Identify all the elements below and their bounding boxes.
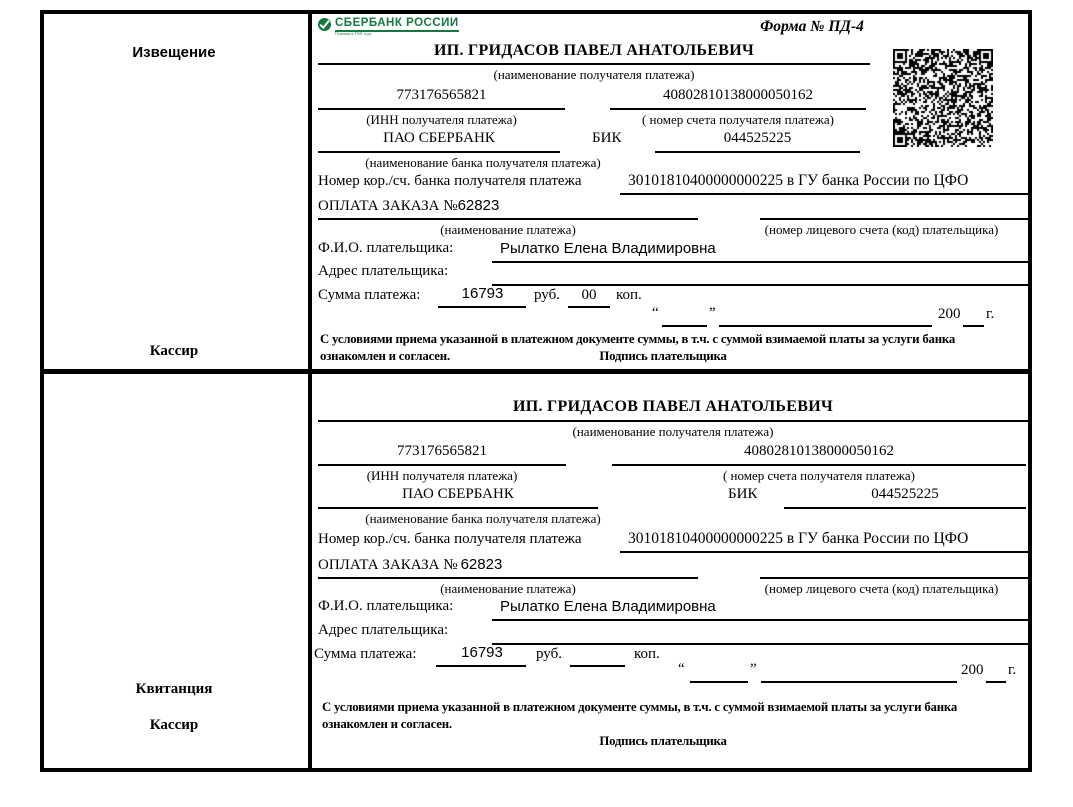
top-payer-name-label: Ф.И.О. плательщика:	[318, 240, 454, 256]
field-line	[719, 325, 932, 327]
top-corr-value: 30101810400000000225 в ГУ банка России по ЦФО	[628, 172, 969, 189]
top-year-prefix: 200	[938, 306, 961, 322]
qr-code	[893, 49, 993, 147]
field-line	[318, 420, 1028, 422]
field-line	[662, 325, 707, 327]
field-line	[318, 63, 870, 65]
bottom-amount-label: Сумма платежа:	[314, 646, 417, 662]
top-amount-kop-value: 00	[581, 287, 597, 303]
bottom-payment-caption: (наименование платежа)	[440, 581, 576, 596]
field-line	[318, 507, 598, 509]
top-personal-caption: (номер лицевого счета (код) плательщика)	[764, 222, 999, 237]
top-signature-label: Подпись плательщика	[599, 349, 727, 363]
top-payment-caption: (наименование платежа)	[440, 222, 576, 237]
bottom-inn-caption: (ИНН получателя платежа)	[366, 468, 518, 483]
bottom-bank-name: ПАО СБЕРБАНК	[402, 486, 514, 502]
bottom-account-value: 40802810138000050162	[744, 443, 894, 459]
bottom-personal-caption: (номер лицевого счета (код) плательщика)	[764, 581, 999, 596]
top-purpose-prefix: ОПЛАТА ЗАКАЗА №	[318, 198, 458, 214]
bottom-cashier-label: Кассир	[149, 717, 199, 733]
field-line	[318, 108, 565, 110]
field-line	[492, 284, 1028, 286]
field-line	[492, 619, 1028, 621]
form-number: Форма № ПД-4	[760, 18, 864, 35]
bottom-corr-label: Номер кор./сч. банка получателя платежа	[318, 531, 582, 547]
bottom-amount-rub-value: 16793	[461, 644, 503, 661]
top-recipient-name: ИП. ГРИДАСОВ ПАВЕЛ АНАТОЛЬЕВИЧ	[433, 42, 755, 59]
field-line	[492, 643, 1028, 645]
top-rub-label: руб.	[534, 287, 560, 303]
field-line	[620, 551, 1028, 553]
bottom-inn-value: 773176565821	[397, 443, 487, 459]
top-quote-open: “	[652, 305, 659, 321]
bottom-recipient-name: ИП. ГРИДАСОВ ПАВЕЛ АНАТОЛЬЕВИЧ	[512, 398, 834, 415]
bottom-recipient-caption: (наименование получателя платежа)	[572, 424, 774, 439]
bottom-quote-close: ”	[750, 661, 757, 677]
top-bank-name: ПАО СБЕРБАНК	[383, 130, 495, 146]
top-account-value: 40802810138000050162	[663, 87, 813, 103]
column-divider	[308, 10, 312, 772]
top-year-suffix: г.	[986, 306, 995, 322]
top-payer-address-label: Адрес плательщика:	[318, 263, 449, 279]
bottom-year-suffix: г.	[1008, 662, 1017, 678]
top-kop-label: коп.	[616, 287, 642, 303]
bottom-rub-label: руб.	[536, 646, 562, 662]
field-line	[690, 681, 748, 683]
top-inn-value: 773176565821	[396, 87, 487, 103]
field-line	[620, 193, 1028, 195]
field-line	[436, 665, 526, 667]
top-terms-line1: С условиями приема указанной в платежном документе суммы, в т.ч. с суммой взимаемой платы за услуги банка	[320, 332, 956, 346]
top-payer-name-value: Рылатко Елена Владимировна	[500, 240, 716, 257]
top-corr-label: Номер кор./сч. банка получателя платежа	[318, 173, 582, 189]
field-line	[492, 261, 1028, 263]
bottom-payer-address-label: Адрес плательщика:	[318, 622, 449, 638]
bottom-terms-line1: С условиями приема указанной в платежном документе суммы, в т.ч. с суммой взимаемой платы за услуги банка	[322, 700, 958, 714]
bottom-bik-label: БИК	[728, 486, 758, 502]
bottom-order-number: 62823	[460, 556, 503, 573]
top-payment-purpose	[318, 197, 499, 215]
section-divider	[40, 369, 1032, 374]
field-line	[318, 218, 698, 220]
sberbank-logo-text: СБЕРБАНК РОССИИ	[335, 17, 459, 32]
top-bik-value: 044525225	[723, 130, 792, 146]
top-bik-label: БИК	[592, 130, 622, 146]
bottom-bank-caption: (наименование банка получателя платежа)	[365, 511, 601, 526]
field-line	[610, 108, 866, 110]
bottom-account-caption: ( номер счета получателя платежа)	[722, 468, 916, 483]
bottom-year-prefix: 200	[961, 662, 984, 678]
top-order-number: 62823	[457, 197, 500, 214]
field-line	[318, 151, 560, 153]
top-recipient-caption: (наименование получателя платежа)	[493, 67, 695, 82]
top-amount-label: Сумма платежа:	[318, 287, 421, 303]
top-bank-caption: (наименование банка получателя платежа)	[365, 155, 601, 170]
top-cashier-label: Кассир	[149, 343, 199, 359]
bottom-kop-label: коп.	[634, 646, 660, 662]
bottom-payer-name-label: Ф.И.О. плательщика:	[318, 598, 454, 614]
field-line	[612, 464, 1026, 466]
bottom-signature-label: Подпись плательщика	[599, 734, 727, 748]
field-line	[438, 306, 526, 308]
field-line	[318, 577, 698, 579]
field-line	[568, 306, 610, 308]
field-line	[986, 681, 1006, 683]
sberbank-logo-icon	[318, 18, 331, 36]
bottom-purpose-prefix: ОПЛАТА ЗАКАЗА №	[318, 557, 458, 573]
top-account-caption: ( номер счета получателя платежа)	[641, 112, 835, 127]
bottom-quote-open: “	[678, 661, 685, 677]
field-line	[760, 218, 1028, 220]
bottom-payment-purpose	[318, 556, 502, 574]
top-stub-label: Извещение	[132, 44, 216, 61]
field-line	[655, 151, 860, 153]
field-line	[784, 507, 1026, 509]
bottom-bik-value: 044525225	[871, 486, 939, 502]
field-line	[761, 681, 957, 683]
top-quote-close: ”	[709, 305, 716, 321]
field-line	[760, 577, 1028, 579]
field-line	[318, 464, 566, 466]
bottom-payer-name-value: Рылатко Елена Владимировна	[500, 598, 716, 615]
sberbank-logo-tagline: Основан в 1841 году	[335, 32, 372, 37]
bottom-terms-line2: ознакомлен и согласен.	[322, 717, 452, 731]
top-terms-line2: ознакомлен и согласен.	[320, 349, 450, 363]
top-amount-rub-value: 16793	[461, 285, 504, 302]
field-line	[963, 325, 984, 327]
top-inn-caption: (ИНН получателя платежа)	[366, 112, 517, 127]
bottom-stub-label: Квитанция	[135, 681, 213, 697]
sberbank-logo	[318, 17, 459, 38]
bottom-corr-value: 30101810400000000225 в ГУ банка России по ЦФО	[628, 530, 969, 547]
field-line	[570, 665, 625, 667]
